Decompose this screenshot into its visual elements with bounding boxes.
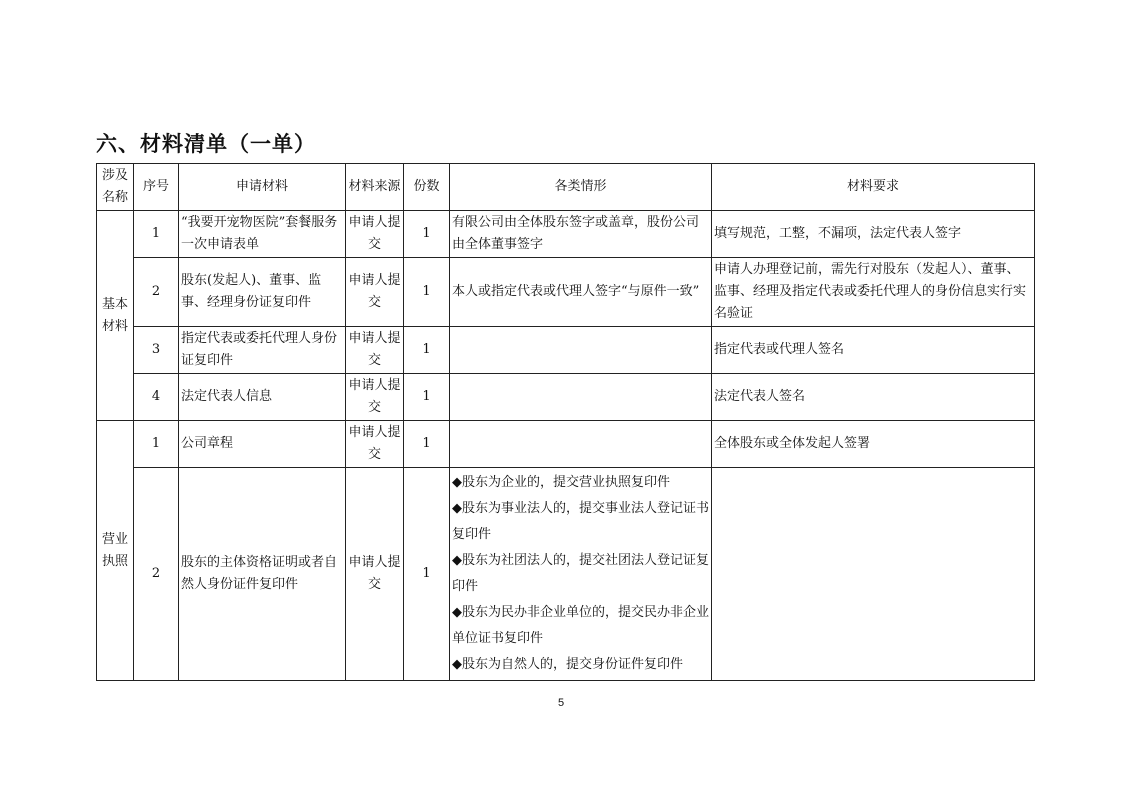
situation-bullet: ◆股东为社团法人的，提交社团法人登记证复印件 — [452, 553, 709, 594]
table-row — [97, 258, 1035, 327]
row-requirement: 全体股东或全体发起人签署 — [712, 421, 1035, 468]
page-number: 5 — [557, 697, 565, 709]
row-situation — [450, 421, 712, 468]
row-no: 2 — [134, 258, 179, 327]
header-copies: 份数 — [404, 164, 450, 211]
row-source: 申请人提交 — [346, 327, 404, 374]
row-copies: 1 — [404, 374, 450, 421]
row-situation: 本人或指定代表或代理人签字“与原件一致” — [450, 258, 712, 327]
row-requirement: 法定代表人签名 — [712, 374, 1035, 421]
row-material: “我要开宠物医院”套餐服务一次申请表单 — [179, 211, 346, 258]
row-no: 1 — [134, 421, 179, 468]
row-requirement — [712, 468, 1035, 681]
table-row — [97, 327, 1035, 374]
row-copies: 1 — [404, 327, 450, 374]
header-no: 序号 — [134, 164, 179, 211]
table-row — [97, 211, 1035, 258]
situation-bullet: ◆股东为企业的，提交营业执照复印件 — [452, 475, 670, 490]
row-material: 股东(发起人)、董事、监事、经理身份证复印件 — [179, 258, 346, 327]
row-situation — [450, 327, 712, 374]
row-requirement: 指定代表或代理人签名 — [712, 327, 1035, 374]
row-source: 申请人提交 — [346, 258, 404, 327]
situation-bullet: ◆股东为事业法人的，提交事业法人登记证书复印件 — [452, 501, 709, 542]
row-situation: 有限公司由全体股东签字或盖章，股份公司由全体董事签字 — [450, 211, 712, 258]
row-source: 申请人提交 — [346, 211, 404, 258]
header-source: 材料来源 — [346, 164, 404, 211]
header-row — [97, 164, 1035, 211]
table-row — [97, 468, 1035, 681]
row-no: 3 — [134, 327, 179, 374]
row-no: 2 — [134, 468, 179, 681]
materials-table — [96, 163, 1035, 681]
header-situations: 各类情形 — [450, 164, 712, 211]
row-copies: 1 — [404, 211, 450, 258]
situation-bullet: ◆股东为民办非企业单位的，提交民办非企业单位证书复印件 — [452, 605, 709, 646]
row-source: 申请人提交 — [346, 374, 404, 421]
table-row — [97, 374, 1035, 421]
row-source: 申请人提交 — [346, 468, 404, 681]
row-material: 公司章程 — [179, 421, 346, 468]
row-requirement: 申请人办理登记前，需先行对股东（发起人）、董事、监事、经理及指定代表或委托代理人的身份信息实行实名验证 — [712, 258, 1035, 327]
group-name-basic: 基本材料 — [97, 211, 134, 421]
row-source: 申请人提交 — [346, 421, 404, 468]
row-situation — [450, 374, 712, 421]
header-requirements: 材料要求 — [712, 164, 1035, 211]
row-situation-list — [450, 468, 712, 681]
situation-bullet: ◆股东为自然人的，提交身份证件复印件 — [452, 657, 683, 672]
row-copies: 1 — [404, 421, 450, 468]
row-material: 指定代表或委托代理人身份证复印件 — [179, 327, 346, 374]
section-title: 六、材料清单（一单） — [96, 132, 316, 156]
group-name-license: 营业执照 — [97, 421, 134, 681]
header-scope: 涉及名称 — [97, 164, 134, 211]
row-requirement: 填写规范，工整，不漏项，法定代表人签字 — [712, 211, 1035, 258]
row-no: 1 — [134, 211, 179, 258]
table-row — [97, 421, 1035, 468]
row-no: 4 — [134, 374, 179, 421]
header-material: 申请材料 — [179, 164, 346, 211]
row-material: 股东的主体资格证明或者自然人身份证件复印件 — [179, 468, 346, 681]
row-material: 法定代表人信息 — [179, 374, 346, 421]
row-copies: 1 — [404, 258, 450, 327]
row-copies: 1 — [404, 468, 450, 681]
